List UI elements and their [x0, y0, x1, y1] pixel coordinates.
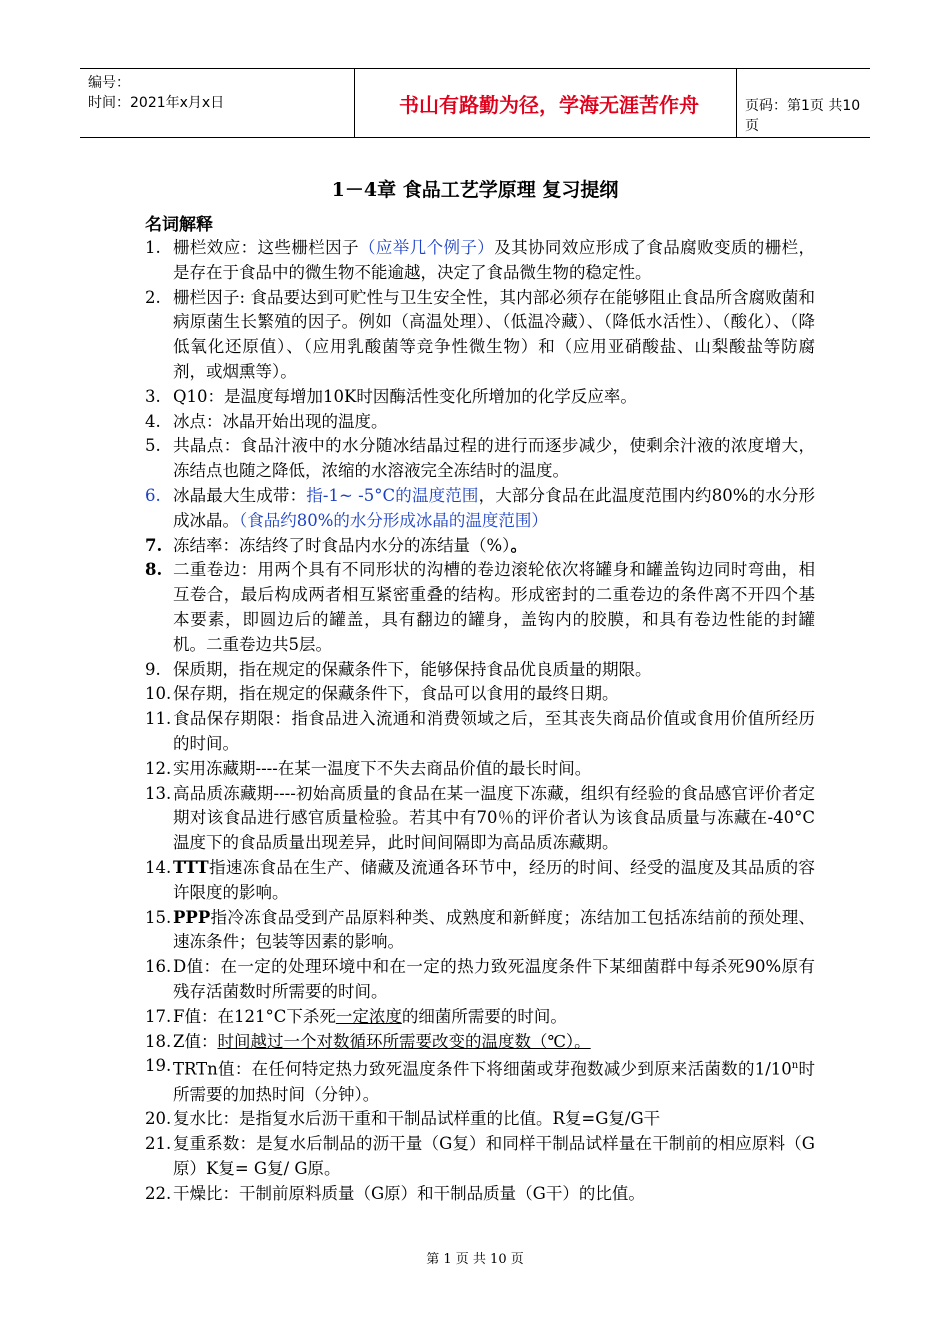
- page-footer: 第 1 页 共 10 页: [426, 1252, 524, 1267]
- header-meta: [88, 73, 224, 113]
- item-text: 栅栏因子: 食品要达到可贮性与卫生安全性，其内部必须存在能够阻止食品所含腐败菌和病原菌生长繁殖的因子。例如（高温处理）、（低温冷藏）、（降低水活性）、（酸化）、（降低氧化还原值）、（应用乳酸菌等竞争性微生物）和（应用亚硝酸盐、山梨酸盐等防腐剂，或烟熏等）。: [173, 287, 815, 381]
- list-item: [145, 757, 815, 782]
- item-text: 复重系数：是复水后制品的沥干量（G复）和同样干制品试样量在干制前的相应原料（G原）K复= G复/ G原。: [173, 1134, 815, 1178]
- item-text: 二重卷边：用两个具有不同形状的沟槽的卷边滚轮依次将罐身和罐盖钩边同时弯曲，相互卷合，最后构成两者相互紧密重叠的结构。形成密封的二重卷边的条件离不开四个基本要素，即圆边后的罐盖，具有翻边的罐身，盖钩内的胶膜，和具有卷边性能的封罐机。二重卷边共5层。: [173, 560, 815, 654]
- item-number: 7.: [145, 535, 163, 555]
- item-text: 保存期，指在规定的保藏条件下，食品可以食用的最终日期。: [173, 684, 619, 704]
- item-text: 高品质冻藏期----初始高质量的食品在某一温度下冻藏，组织有经验的食品感官评价者定期对该食品进行感官质量检验。若其中有70％的评价者认为该食品质量与冻藏在-40°C温度下的食品质量出现差异，此时间间隔即为高品质冻藏期。: [173, 783, 815, 853]
- time-label: 时间：2021年x月x日: [88, 95, 225, 111]
- item-text: PPP: [173, 907, 211, 927]
- item-text: 冻结率：冻结终了时食品内水分的冻结量（%）: [173, 535, 511, 555]
- item-text: n: [791, 1060, 799, 1072]
- list-item: [145, 1132, 815, 1182]
- item-text: 时间越过一个对数循环所需要改变的温度数（℃）。: [217, 1031, 591, 1051]
- header-divider: [354, 69, 355, 137]
- item-text: 实用冻藏期----在某一温度下不失去商品价值的最长时间。: [173, 758, 592, 778]
- item-text: ，大部分食品在此温度范围内约80%的水分形成冰晶。: [173, 485, 815, 530]
- header-motto: 书山有路勤为径，学海无涯苦作舟: [399, 92, 699, 117]
- item-text: 共晶点：食品汁液中的水分随冰结晶过程的进行而逐步减少，使剩余汁液的浓度增大，冻结点也随之降低，浓缩的水溶液完全冻结时的温度。: [173, 436, 815, 481]
- list-item: [145, 1182, 815, 1207]
- item-number: 10.: [145, 684, 172, 704]
- list-item: [145, 1030, 815, 1055]
- item-number: 14.: [145, 857, 172, 877]
- header-divider: [736, 69, 737, 137]
- item-text: 时所需要的加热时间（分钟）。: [173, 1059, 816, 1104]
- item-text: 复水比：是指复水后沥干重和干制品试样重的比值。R复=G复/G干: [173, 1109, 661, 1129]
- list-item: [145, 856, 815, 906]
- list-item: [145, 1054, 815, 1107]
- item-text: （食品约80%的水分形成冰晶的温度范围）: [239, 510, 548, 530]
- header-page-info: 页码：第1页 共10页: [745, 98, 861, 134]
- item-text: TTT: [173, 857, 209, 877]
- item-number: 19.: [145, 1056, 172, 1076]
- item-text: TRTn值：在任何特定热力致死温度条件下将细菌或芽孢数减少到原来活菌数的1/10: [173, 1059, 792, 1079]
- item-text: 干燥比：干制前原料质量（G原）和干制品质量（G干）的比值。: [173, 1183, 645, 1203]
- list-item: [145, 707, 815, 757]
- item-number: 3.: [145, 386, 161, 406]
- list-item: [145, 534, 815, 559]
- item-text: 保质期，指在规定的保藏条件下，能够保持食品优良质量的期限。: [173, 659, 652, 679]
- number-label: 编号：: [88, 75, 130, 91]
- item-text: 指冷冻食品受到产品原料种类、成熟度和新鲜度；冻结加工包括冻结前的预处理、速冻条件；包装等因素的影响。: [173, 907, 815, 952]
- item-text: 。: [510, 535, 527, 555]
- item-number: 15.: [145, 907, 172, 927]
- item-text: 一定浓度: [335, 1006, 402, 1026]
- item-number: 8.: [145, 560, 163, 580]
- definition-list: [145, 236, 815, 1207]
- item-number: 16.: [145, 957, 172, 977]
- item-number: 17.: [145, 1006, 172, 1026]
- list-item: [145, 484, 815, 534]
- item-text: 食品保存期限：指食品进入流通和消费领域之后，至其丧失商品价值或食用价值所经历的时间。: [173, 709, 815, 753]
- item-text: 冰晶最大生成带：: [173, 485, 307, 505]
- list-item: [145, 434, 815, 484]
- list-item: [145, 682, 815, 707]
- item-number: 5.: [145, 436, 161, 456]
- item-number: 13.: [145, 783, 172, 803]
- item-text: 指速冻食品在生产、储藏及流通各环节中，经历的时间、经受的温度及其品质的容许限度的影响。: [173, 857, 815, 902]
- item-number: 20.: [145, 1109, 172, 1129]
- item-text: Q10：是温度每增加10K时因酶活性变化所增加的化学反应率。: [173, 386, 637, 406]
- item-text: （应举几个例子）: [358, 238, 495, 257]
- item-text: 栅栏效应：这些栅栏因子: [173, 238, 359, 257]
- item-number: 18.: [145, 1031, 172, 1051]
- item-number: 12.: [145, 758, 172, 778]
- list-item: [145, 1005, 815, 1030]
- list-item: [145, 906, 815, 956]
- item-number: 11.: [145, 709, 172, 729]
- item-text: D值：在一定的处理环境中和在一定的热力致死温度条件下某细菌群中每杀死90%原有残存活菌数时所需要的时间。: [173, 957, 815, 1001]
- list-item: [145, 782, 815, 856]
- list-item: [145, 236, 815, 286]
- list-item: [145, 385, 815, 410]
- item-text: 的细菌所需要的时间。: [401, 1006, 567, 1026]
- document-title: 1－4章 食品工艺学原理 复习提纲: [331, 179, 619, 201]
- list-item: [145, 955, 815, 1005]
- item-text: F值：在121°C下杀死: [173, 1006, 336, 1026]
- list-item: [145, 286, 815, 385]
- item-text: 冰点：冰晶开始出现的温度。: [173, 411, 388, 431]
- section-heading: 名词解释: [145, 215, 213, 235]
- list-item: [145, 558, 815, 657]
- item-text: Z值：: [173, 1031, 218, 1051]
- item-text: 及其协同效应形成了食品腐败变质的栅栏，是存在于食品中的微生物不能逾越，决定了食品微生物的稳定性。: [173, 238, 816, 282]
- item-number: 4.: [145, 411, 161, 431]
- item-number: 9.: [145, 659, 161, 679]
- item-number: 1.: [145, 238, 161, 257]
- list-item: [145, 658, 815, 683]
- item-text: 指-1~ -5°C的温度范围: [306, 485, 479, 505]
- list-item: [145, 1107, 815, 1132]
- item-number: 6.: [145, 485, 161, 505]
- item-number: 22.: [145, 1183, 172, 1203]
- item-number: 21.: [145, 1134, 172, 1154]
- list-item: [145, 410, 815, 435]
- header-table: [80, 68, 870, 138]
- item-number: 2.: [145, 287, 161, 307]
